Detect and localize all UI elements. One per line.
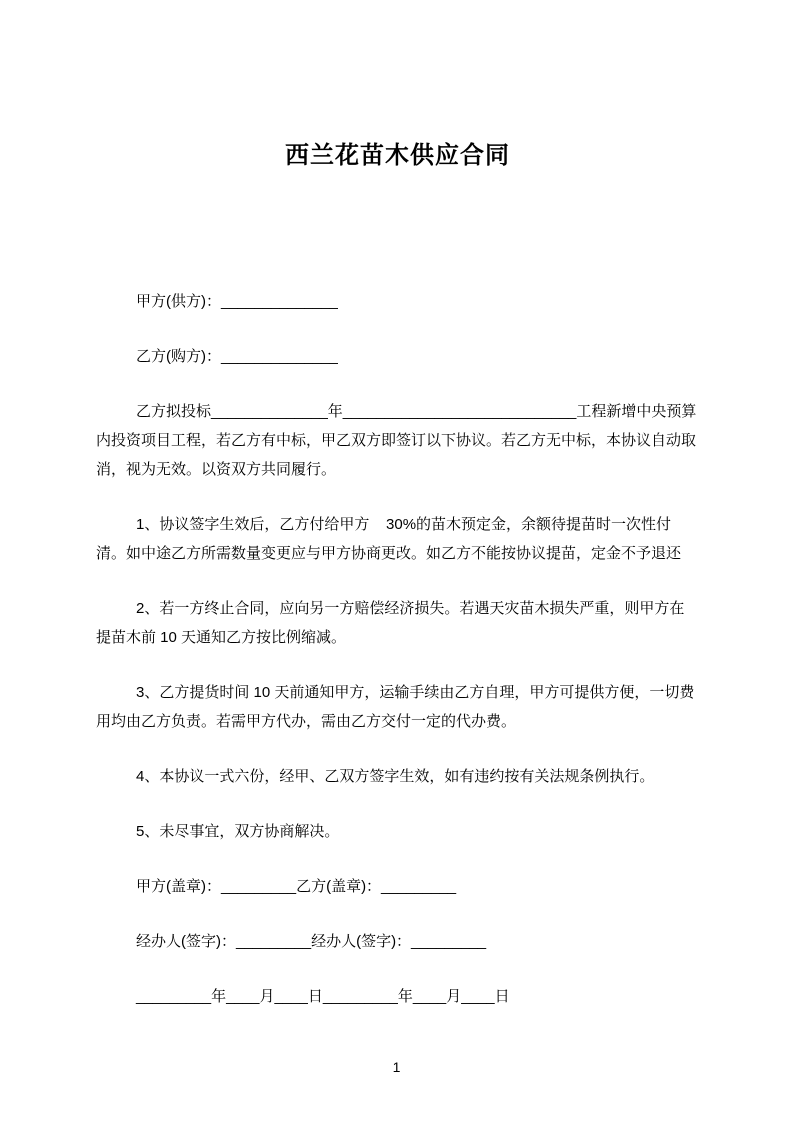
clause-2: 2、若一方终止合同，应向另一方赔偿经济损失。若遇天灾苗木损失严重，则甲方在提苗木前 10 天通知乙方按比例缩减。 xyxy=(96,600,685,646)
page-number: 1 xyxy=(392,1059,401,1075)
clause-3: 3、乙方提货时间 10 天前通知甲方，运输手续由乙方自理，甲方可提供方便，一切费用均由乙方负责。若需甲方代办，需由乙方交付一定的代办费。 xyxy=(96,684,695,730)
date-line: _________年____月____日_________年____月____日 xyxy=(136,988,510,1005)
party-a-line: 甲方(供方)：______________ xyxy=(136,293,338,310)
stamp-signature-line: 甲方(盖章)：_________乙方(盖章)：_________ xyxy=(136,878,457,895)
handler-signature-line: 经办人(签字)：_________经办人(签字)：_________ xyxy=(136,933,487,950)
clause-4: 4、本协议一式六份，经甲、乙双方签字生效，如有违约按有关法规条例执行。 xyxy=(136,768,655,785)
intro-paragraph: 乙方拟投标______________年____________________________工程新增中央预算内投资项目工程，若乙方有中标，甲乙双方即签订以下协议。若乙方无中标，本协议自动取消，视为无效。以资双方共同履行。 xyxy=(96,403,697,478)
clause-5: 5、未尽事宜，双方协商解决。 xyxy=(136,823,340,840)
document-title: 西兰花苗木供应合同 xyxy=(285,142,510,169)
party-b-line: 乙方(购方)：______________ xyxy=(136,348,338,365)
clause-1: 1、协议签字生效后，乙方付给甲方 30%的苗木预定金，余额待提苗时一次性付清。如中途乙方所需数量变更应与甲方协商更改。如乙方不能按协议提苗，定金不予退还 xyxy=(96,516,682,562)
